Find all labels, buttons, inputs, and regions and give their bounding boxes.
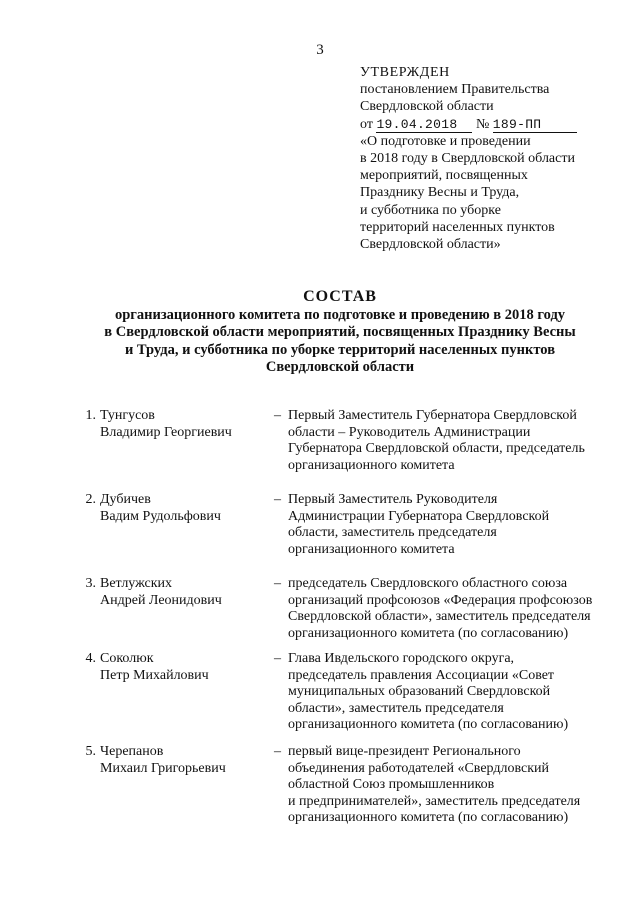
- role-line: организационного комитета: [288, 457, 455, 473]
- role-line: Губернатора Свердловской области, председатель: [288, 441, 585, 456]
- member-dash: –: [274, 492, 281, 507]
- approval-block: [360, 64, 630, 253]
- title-main: СОСТАВ: [303, 288, 377, 305]
- role-line: организаций профсоюзов «Федерация профсоюзов: [288, 592, 593, 608]
- member-dash: –: [274, 576, 281, 591]
- member-role: [288, 492, 628, 558]
- date-prefix: от: [360, 116, 373, 132]
- member-surname: Соколюк: [100, 651, 154, 666]
- role-line: организационного комитета (по согласованию): [288, 625, 569, 641]
- role-line: Первый Заместитель Руководителя: [288, 492, 498, 507]
- role-line: Свердловской области», заместитель председателя: [288, 609, 591, 624]
- role-line: и предпринимателей», заместитель председателя: [288, 793, 581, 809]
- role-line: муниципальных образований Свердловской: [288, 684, 551, 699]
- role-line: области, заместитель председателя: [288, 525, 497, 540]
- member-surname: Ветлужских: [100, 576, 173, 591]
- decree-line: мероприятий, посвященных: [360, 168, 528, 184]
- role-line: областной Союз промышленников: [288, 777, 495, 792]
- role-line: объединения работодателей «Свердловский: [288, 760, 550, 776]
- decree-line: Празднику Весны и Труда,: [360, 185, 520, 201]
- role-line: организационного комитета: [288, 541, 455, 557]
- member-name: [100, 744, 280, 777]
- member-name: [100, 408, 280, 441]
- approval-date-line: [360, 116, 630, 133]
- member-role: [288, 576, 628, 642]
- role-line: председатель Свердловского областного союза: [288, 576, 568, 591]
- decree-line: «О подготовке и проведении: [360, 133, 531, 149]
- member-surname: Тунгусов: [100, 408, 155, 423]
- member-given-names: Вадим Рудольфович: [100, 508, 221, 524]
- title-line: Свердловской области: [265, 359, 415, 375]
- title-line: организационного комитета по подготовке и проведению в 2018 году: [114, 306, 566, 323]
- decree-line: территорий населенных пунктов: [360, 219, 555, 235]
- role-line: организационного комитета (по согласованию): [288, 717, 569, 732]
- decree-line: Свердловской области»: [360, 237, 501, 253]
- document-title: [60, 288, 620, 377]
- member-role: [288, 408, 628, 474]
- member-given-names: Петр Михайлович: [100, 667, 209, 683]
- member-given-names: Андрей Леонидович: [100, 592, 222, 608]
- member-name: [100, 576, 280, 609]
- member-name: [100, 651, 280, 684]
- member-given-names: Михаил Григорьевич: [100, 760, 226, 776]
- page-number: 3: [316, 42, 324, 58]
- decree-number: 189-ПП: [493, 117, 577, 133]
- member-number: 1.: [85, 408, 96, 423]
- decree-line: в 2018 году в Свердловской области: [360, 151, 575, 167]
- member-surname: Дубичев: [100, 492, 151, 507]
- member-number: 4.: [85, 651, 96, 666]
- member-dash: –: [274, 408, 281, 423]
- role-line: области», заместитель председателя: [288, 700, 504, 716]
- role-line: организационного комитета (по согласованию): [288, 810, 569, 825]
- title-line: в Свердловской области мероприятий, посвященных Празднику Весны: [104, 324, 576, 340]
- member-surname: Черепанов: [100, 744, 164, 759]
- decree-line: и субботника по уборке: [360, 202, 501, 218]
- role-line: области – Руководитель Администрации: [288, 424, 531, 440]
- role-line: Глава Ивдельского городского округа,: [288, 651, 515, 666]
- role-line: Администрации Губернатора Свердловской: [288, 508, 550, 524]
- role-line: председатель правления Ассоциации «Совет: [288, 667, 555, 683]
- role-line: Первый Заместитель Губернатора Свердловской: [288, 408, 577, 423]
- member-dash: –: [274, 651, 281, 666]
- role-line: первый вице-президент Регионального: [288, 744, 521, 759]
- decree-date: 19.04.2018: [376, 117, 472, 133]
- member-number: 3.: [85, 576, 96, 591]
- member-name: [100, 492, 280, 525]
- member-number: 2.: [85, 492, 96, 507]
- member-role: [288, 651, 628, 734]
- member-given-names: Владимир Георгиевич: [100, 424, 232, 440]
- number-sign: №: [475, 116, 490, 132]
- member-number: 5.: [85, 744, 96, 759]
- title-line: и Труда, и субботника по уборке территорий населенных пунктов: [124, 341, 556, 358]
- approval-heading: УТВЕРЖДЕН: [360, 65, 450, 80]
- approval-line-2: Свердловской области: [360, 99, 494, 115]
- approval-line-1: постановлением Правительства: [360, 82, 550, 98]
- member-dash: –: [274, 744, 281, 759]
- member-role: [288, 744, 628, 827]
